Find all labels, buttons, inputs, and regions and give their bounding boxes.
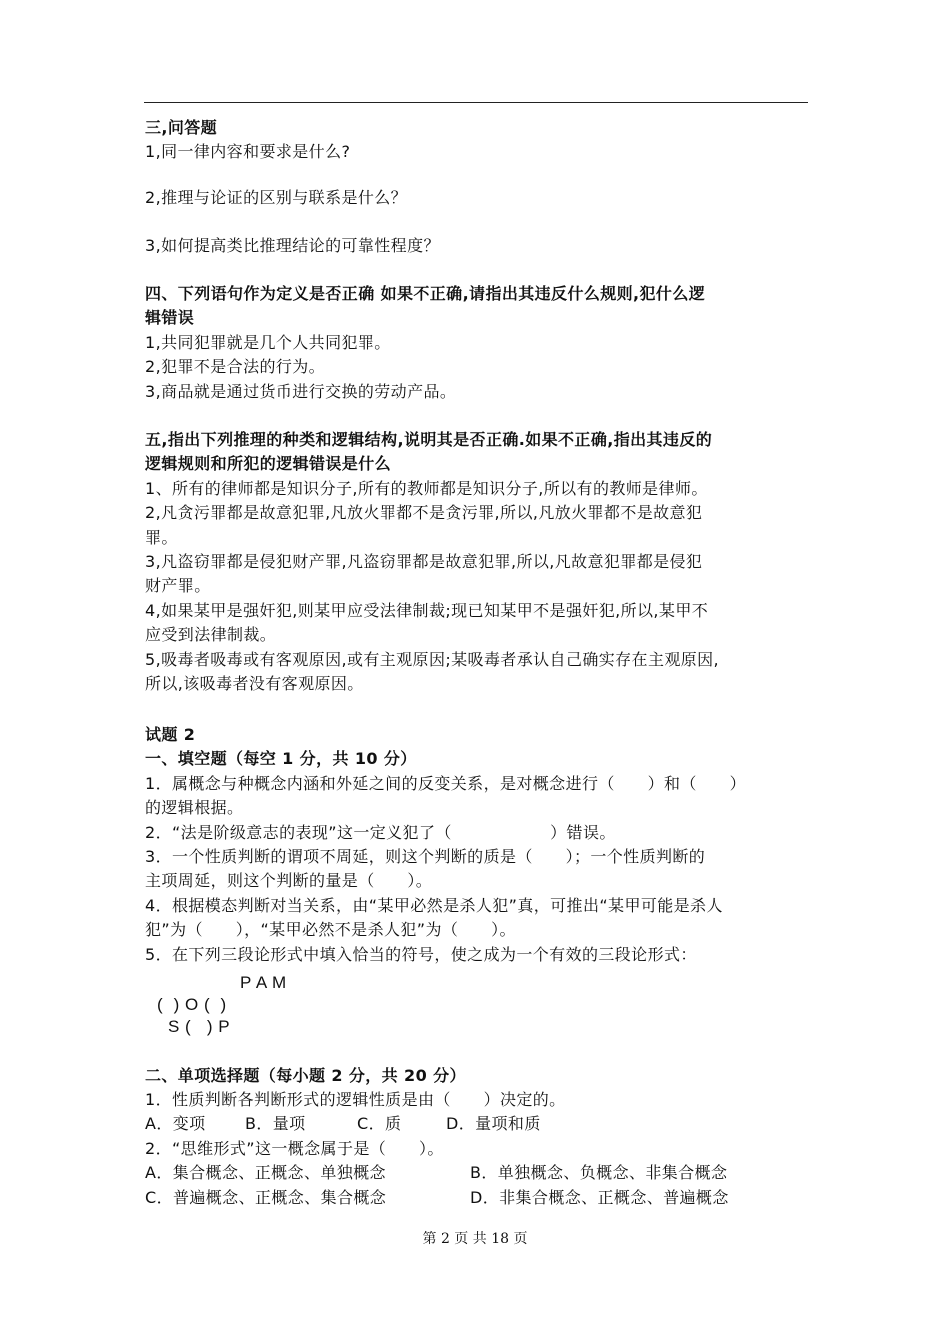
option-d: D．非集合概念、正概念、普遍概念 xyxy=(470,1188,729,1207)
reasoning-line: 5,吸毒者吸毒或有客观原因,或有主观原因;某吸毒者承认自己确实存在主观原因, xyxy=(145,649,720,669)
fill-blank-line: 3．一个性质判断的谓项不周延，则这个判断的质是（ ）；一个性质判断的 xyxy=(145,847,706,867)
question-item-3 xyxy=(145,234,809,258)
exam-2 xyxy=(145,723,809,967)
reasoning-line: 罪。 xyxy=(145,527,178,547)
fill-blank-line: 2．“法是阶级意志的表现”这一定义犯了（ ）错误。 xyxy=(145,822,616,842)
question-item: 1,同一律内容和要求是什么? xyxy=(145,142,351,162)
definition-item: 2,犯罪不是合法的行为。 xyxy=(145,357,326,377)
single-choice-section xyxy=(145,1064,809,1113)
definition-item: 3,商品就是通过货币进行交换的劳动产品。 xyxy=(145,381,457,401)
fill-blank-line: 犯”为（ ），“某甲必然不是杀人犯”为（ ）。 xyxy=(145,920,516,940)
option-a: A．集合概念、正概念、单独概念 xyxy=(145,1163,386,1182)
syllogism-major: P A M xyxy=(240,973,287,992)
fill-blank-line: 的逻辑根据。 xyxy=(145,798,244,818)
reasoning-line: 1、所有的律师都是知识分子,所有的教师都是知识分子,所以有的教师是律师。 xyxy=(145,478,708,498)
section-4-title: 四、下列语句作为定义是否正确 如果不正确,请指出其违反什么规则,犯什么逻 xyxy=(145,284,706,303)
exam-title: 试题 2 xyxy=(145,725,196,744)
fill-blank-line: 4．根据模态判断对当关系，由“某甲必然是杀人犯”真，可推出“某甲可能是杀人 xyxy=(145,895,723,915)
section-5 xyxy=(145,428,809,696)
option-c: C．质 xyxy=(357,1114,402,1133)
section-3 xyxy=(145,116,809,165)
section-5-title: 五,指出下列推理的种类和逻辑结构,说明其是否正确.如果不正确,指出其违反的 xyxy=(145,430,713,449)
fill-blank-line: 5．在下列三段论形式中填入恰当的符号，使之成为一个有效的三段论形式： xyxy=(145,944,697,964)
section-3-title: 三,问答题 xyxy=(145,118,218,137)
reasoning-line: 4,如果某甲是强奸犯,则某甲应受法律制裁;现已知某甲不是强奸犯,所以,某甲不 xyxy=(145,600,709,620)
section-4 xyxy=(145,282,809,404)
section-4-title-cont: 辑错误 xyxy=(145,308,195,328)
single-choice-title: 二、单项选择题（每小题 2 分，共 20 分） xyxy=(145,1066,466,1085)
section-5-title-cont: 逻辑规则和所犯的逻辑错误是什么 xyxy=(145,454,392,474)
reasoning-line: 3,凡盗窃罪都是侵犯财产罪,凡盗窃罪都是故意犯罪,所以,凡故意犯罪都是侵犯 xyxy=(145,552,703,572)
question-item-2 xyxy=(145,186,809,210)
option-c: C．普遍概念、正概念、集合概念 xyxy=(145,1188,387,1207)
fill-blank-title: 一、填空题（每空 1 分，共 10 分） xyxy=(145,749,417,769)
choice-question: 2．“思维形式”这一概念属于是（ ）。 xyxy=(145,1139,444,1158)
reasoning-line: 财产罪。 xyxy=(145,576,211,596)
syllogism-conclusion: S ( ) P xyxy=(168,1017,231,1036)
choice-question: 1．性质判断各判断形式的逻辑性质是由（ ）决定的。 xyxy=(145,1090,566,1110)
question-item: 3,如何提高类比推理结论的可靠性程度？ xyxy=(145,236,440,255)
fill-blank-line: 主项周延，则这个判断的量是（ ）。 xyxy=(145,871,433,891)
option-a: A．变项 xyxy=(145,1114,206,1133)
fill-blank-line: 1．属概念与种概念内涵和外延之间的反变关系，是对概念进行（ ）和（ ） xyxy=(145,773,746,793)
reasoning-line: 2,凡贪污罪都是故意犯罪,凡放火罪都不是贪污罪,所以,凡放火罪都不是故意犯 xyxy=(145,503,703,523)
option-d: D．量项和质 xyxy=(446,1114,541,1133)
option-b: B．量项 xyxy=(245,1114,306,1133)
option-b: B．单独概念、负概念、非集合概念 xyxy=(470,1163,728,1182)
reasoning-line: 应受到法律制裁。 xyxy=(145,625,277,645)
reasoning-line: 所以,该吸毒者没有客观原因。 xyxy=(145,674,364,694)
definition-item: 1,共同犯罪就是几个人共同犯罪。 xyxy=(145,332,391,352)
syllogism-minor: ( ) O ( ) xyxy=(157,995,227,1014)
header-rule xyxy=(144,102,808,103)
question-item: 2,推理与论证的区别与联系是什么？ xyxy=(145,188,408,207)
page-footer: 第 2 页 共 18 页 xyxy=(422,1231,528,1247)
